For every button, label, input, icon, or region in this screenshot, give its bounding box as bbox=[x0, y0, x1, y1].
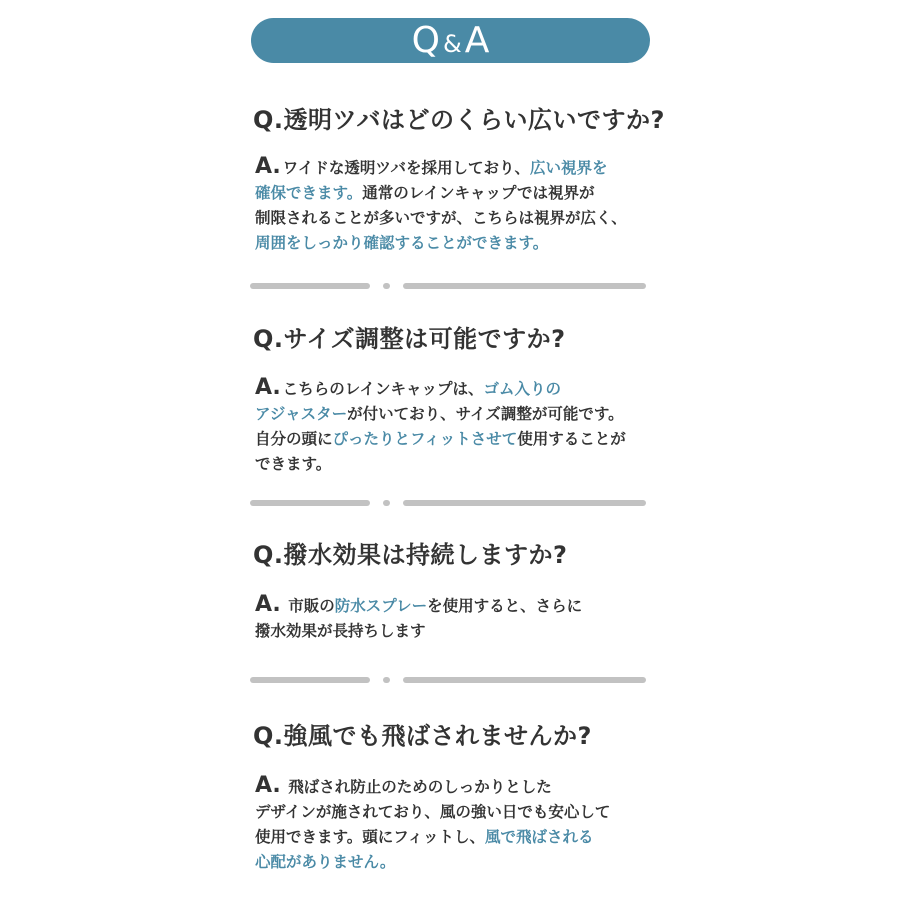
banner-ampersand: & bbox=[442, 29, 462, 58]
question-1: Q.透明ツバはどのくらい広いですか? bbox=[253, 106, 665, 134]
answer-highlight-text: 風で飛ばされる bbox=[485, 828, 594, 846]
answer-highlight-text: ぴったりとフィットさせて bbox=[332, 430, 518, 448]
section-divider-1 bbox=[250, 283, 646, 289]
answer-text: 自分の頭に bbox=[255, 430, 333, 448]
answer-highlight-text: 確保できます。 bbox=[255, 184, 363, 202]
banner-a-letter: A bbox=[464, 20, 490, 61]
answer-text: デザインが施されており、風の強い日でも安心して bbox=[255, 803, 611, 821]
answer-a-mark: A. bbox=[255, 375, 281, 400]
answer-text: 市販の bbox=[282, 597, 335, 615]
answer-text: 撥水効果が長持ちします bbox=[255, 622, 426, 640]
answer-highlight-text: 防水スプレー bbox=[334, 597, 428, 615]
answer-highlight-text: アジャスター bbox=[255, 405, 348, 423]
answer-line bbox=[255, 850, 675, 875]
answer-line bbox=[255, 619, 675, 644]
answer-highlight-text: 広い視界を bbox=[530, 159, 608, 177]
answer-a-mark: A. bbox=[255, 773, 281, 798]
answer-4 bbox=[255, 773, 675, 875]
answer-text: 飛ばされ防止のためのしっかりとした bbox=[282, 778, 552, 796]
qa-title-banner bbox=[251, 18, 650, 63]
answer-text: ワイドな透明ツバを採用しており、 bbox=[282, 159, 531, 177]
divider-bar-right bbox=[403, 500, 646, 506]
answer-line bbox=[255, 825, 675, 850]
answer-highlight-text: 心配がありません。 bbox=[255, 853, 396, 871]
answer-line bbox=[255, 402, 675, 427]
answer-line bbox=[255, 181, 675, 206]
divider-dot bbox=[383, 500, 390, 506]
divider-bar-right bbox=[403, 677, 646, 683]
answer-text: 制限されることが多いですが、こちらは視界が広く、 bbox=[255, 209, 627, 227]
answer-line bbox=[255, 375, 675, 402]
answer-text: 使用することが bbox=[517, 430, 626, 448]
answer-line bbox=[255, 592, 675, 619]
answer-highlight-text: ゴム入りの bbox=[483, 380, 562, 398]
answer-text: 通常のレインキャップでは視界が bbox=[362, 184, 595, 202]
banner-q-letter: Q bbox=[411, 20, 440, 61]
answer-line bbox=[255, 206, 675, 231]
divider-bar-left bbox=[250, 677, 370, 683]
question-2: Q.サイズ調整は可能ですか? bbox=[253, 325, 566, 353]
answer-text: できます。 bbox=[255, 455, 332, 473]
section-divider-2 bbox=[250, 500, 646, 506]
answer-line bbox=[255, 773, 675, 800]
answer-2 bbox=[255, 375, 675, 477]
answer-highlight-text: 周囲をしっかり確認することができます。 bbox=[255, 234, 549, 252]
answer-line bbox=[255, 452, 675, 477]
divider-dot bbox=[383, 677, 390, 683]
divider-bar-right bbox=[403, 283, 646, 289]
answer-line bbox=[255, 427, 675, 452]
answer-a-mark: A. bbox=[255, 154, 281, 179]
answer-3 bbox=[255, 592, 675, 644]
section-divider-3 bbox=[250, 677, 646, 683]
answer-line bbox=[255, 154, 675, 181]
answer-a-mark: A. bbox=[255, 592, 281, 617]
divider-bar-left bbox=[250, 500, 370, 506]
answer-line bbox=[255, 800, 675, 825]
divider-dot bbox=[383, 283, 390, 289]
divider-bar-left bbox=[250, 283, 370, 289]
answer-1 bbox=[255, 154, 675, 256]
answer-text: 使用できます。頭にフィットし、 bbox=[255, 828, 486, 846]
question-3: Q.撥水効果は持続しますか? bbox=[253, 541, 568, 569]
answer-line bbox=[255, 231, 675, 256]
answer-text: を使用すると、さらに bbox=[427, 597, 583, 615]
answer-text: こちらのレインキャップは、 bbox=[282, 380, 484, 398]
question-4: Q.強風でも飛ばされませんか? bbox=[253, 722, 592, 750]
answer-text: が付いており、サイズ調整が可能です。 bbox=[347, 405, 624, 423]
